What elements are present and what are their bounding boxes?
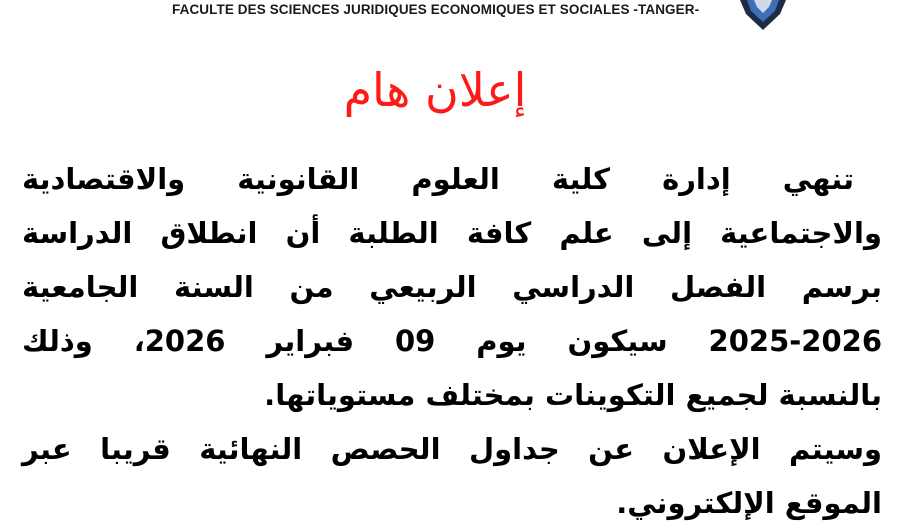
announcement-title: إعلان هام (343, 63, 527, 117)
announcement-line: بالنسبة لجميع التكوينات بمختلف مستوياتها. (264, 378, 882, 412)
announcement-line: 2025-2026 سيكون يوم 09 فبراير 2026، وذلك (22, 324, 882, 358)
announcement-line: والاجتماعية إلى علم كافة الطلبة أن انطلاق الدراسة (22, 216, 882, 250)
announcement-line: برسم الفصل الدراسي الربيعي من السنة الجامعية (22, 270, 882, 304)
announcement-line: وسيتم الإعلان عن جداول الحصص النهائية قريبا عبر (22, 432, 882, 466)
university-shield-logo-icon (734, 0, 792, 30)
announcement-line: تنهي إدارة كلية العلوم القانونية والاقتصادية (22, 162, 854, 196)
announcement-line: الموقع الإلكتروني. (616, 486, 882, 520)
faculty-name-header: FACULTE DES SCIENCES JURIDIQUES ECONOMIQUES ET SOCIALES -TANGER- (172, 2, 700, 17)
announcement-body (22, 152, 882, 530)
